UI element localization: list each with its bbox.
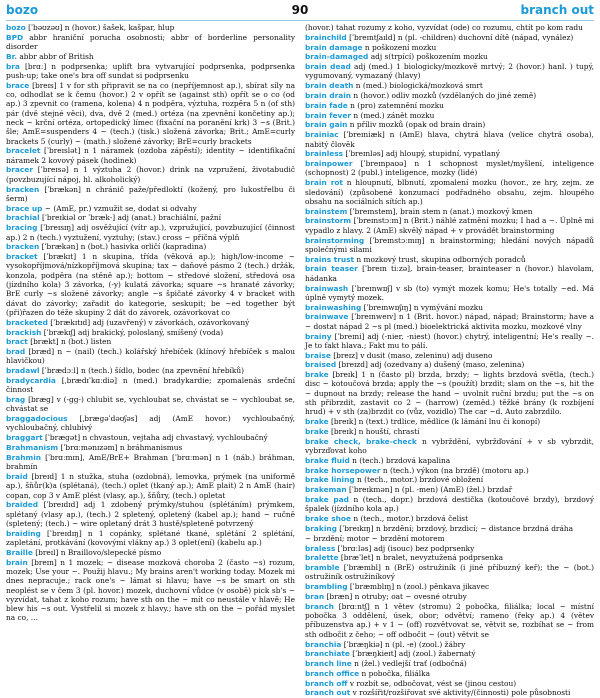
dictionary-entry — [305, 178, 594, 206]
left-running-headword: bozo — [6, 3, 39, 17]
right-running-headword: branch out — [520, 3, 594, 17]
entry-definition: [ˈbrɑːmənɪzəm] n bráhmanismus — [58, 443, 183, 453]
entry-headword: braid — [6, 471, 28, 481]
entry-headword: brake — [305, 417, 329, 427]
entry-headword: brace — [6, 80, 30, 90]
dictionary-entry — [305, 120, 594, 129]
dictionary-entry — [305, 427, 594, 436]
entry-definition: [bræɡ] v (-gg-) chlubit se, vychloubat se, chvástat se ~ vychloubat se, chvástat se — [6, 395, 295, 414]
entry-definition: [ˈbreɪn tiːzə], brain-teaser, brainteaser n (hovor.) hlavolam, hádanka — [305, 264, 594, 283]
entry-definition: [brɑːntʃ] n 1 větev (stromu) 2 pobočka, filiálka; local ~ místní pobočka 3 oddělení, úsek, obor; odvětví; rameno (řeky ap.) 4 (větev příbuzenstva ap.) + v 1 ~ (off) rozvětvovat se, větvit se, rozbíhat se ~ from sth odbočit z čeho; ~ off odbočit ~ (out) větvit se — [305, 601, 594, 639]
dictionary-entry — [6, 395, 295, 414]
entry-definition: [breɪk] n houští, chrastí — [328, 426, 420, 436]
entry-headword: bracelet — [6, 146, 41, 156]
entry-headword: Brahmanism — [6, 443, 59, 453]
dictionary-entry — [305, 495, 594, 514]
entry-definition: n (tech.) výkon (na brzdě) (motoru ap.) — [380, 465, 529, 475]
entry-definition: [ˈbreɪkmən] n (pl. -men) (AmE) (žel.) brzdař — [346, 485, 513, 495]
entry-headword: brainwash — [305, 283, 349, 293]
entry-definition: [ˈbreɪnstɔːm] n (Brit.) náhlé zatmění mozku; I had a ~. Úplně mi vypadlo z hlavy. 2 (AmE) skvělý nápad + v provádět brainstorming — [305, 216, 594, 235]
entry-definition: [ˈbreɪdɪd] adj 1 zdobený prýmky/stuhou (splétáním) prýmkem, splétaný (vlasy ap.), (tech.) 2 spletený, opletený (kabel ap.); hand ~ ručně (spletený; (tech.) ~ wire opletaný drát 3 hustě/spleteně potvrzený — [6, 500, 295, 528]
dictionary-entry — [305, 524, 594, 533]
entry-headword: brain — [6, 557, 28, 567]
dictionary-entry — [6, 318, 295, 327]
entry-definition: [ˈbreɪnweɪv] n 1 (Brit. hovor.) nápad, nápad; Brainstorm; have a ~ dostat nápad 2 ~s pl (med.) bioelektrická aktivita mozku, mozkové vlny — [305, 312, 594, 331]
entry-definition: [breɪl] n Braillovo/slepecké písmo — [32, 547, 162, 557]
dictionary-entry — [305, 437, 594, 456]
entry-headword: brake shoe — [305, 514, 351, 524]
entry-headword: brake horsepower — [305, 465, 381, 475]
entry-definition: [bræn] n otruby; oat ~ ovesné otruby — [324, 592, 467, 602]
dictionary-entry — [305, 485, 594, 494]
dictionary-entry — [6, 500, 295, 528]
entry-headword: brain fever — [305, 110, 351, 120]
entry-headword: brainwave — [305, 312, 349, 322]
dictionary-entry — [305, 592, 594, 601]
entry-headword: brainy — [305, 331, 332, 341]
entry-headword: bran — [305, 592, 325, 602]
dictionary-entry — [305, 544, 594, 553]
dictionary-entry — [305, 602, 594, 639]
entry-definition: n (med.) zánět mozku — [351, 110, 435, 120]
dictionary-entry — [6, 366, 295, 375]
columns — [6, 23, 594, 698]
entry-headword: brain damage — [305, 42, 363, 52]
dictionary-entry — [6, 376, 295, 395]
entry-definition: ~ (AmE, pr.) vzmužit se, dodat si odvahy — [42, 203, 197, 213]
entry-definition: n (med.) biologická/mozková smrt — [353, 81, 483, 91]
entry-headword: braking — [305, 523, 337, 533]
entry-headword: branch — [305, 601, 334, 611]
dictionary-entry — [6, 223, 295, 242]
page-header — [6, 0, 594, 21]
dictionary-entry — [6, 213, 295, 222]
entry-headword: brain rot — [305, 178, 343, 188]
entry-definition: [breɪn] n 1 mozek; ~ disease mozková choroba 2 (často ~s) rozum, mozek; Use your ~. Použij hlavu.; My brains aren't working today. Mozek mi dnes nepracuje.; rack one's ~ lámat si hlavu; have ~s be smart on sth neoplést se v čem 3 (pl. hovor.) mozek, duchovní vůdce (v osobě) pick sb's ~ vyzvídat, tahat z koho rozum; have sth on the ~ mít co neustále v hlavě; He blew his ~s out. Vystřelil si mozek z hlavy.; have sth on the ~ pořád myslet na co, ... — [6, 557, 295, 623]
entry-definition: [ˈbræmbl] n (BrE) ostružiník (i jiné příbuzný keř); the ~ (bot.) ostružiník ostružiníkový — [305, 563, 594, 582]
entry-headword: brainstorming — [305, 235, 365, 245]
dictionary-entry — [305, 101, 594, 110]
dictionary-entry — [305, 332, 594, 351]
dictionary-entry — [6, 204, 295, 213]
entry-definition: [ˈbreɪni] adj (-nier, -niest) (hovor.) chytrý, inteligentní; He's really ~. Je to fakt hlava.; Fakt mu to pálí. — [305, 331, 594, 350]
dictionary-entry — [6, 252, 295, 317]
entry-definition: adj (med.) 1 biologicky/mozkově mrtvý; 2 (hovor.) hanl. ) tupý, vygumovaný, vymazaný (hlavy) — [305, 62, 594, 81]
entry-definition: [ˌbrædɪˈkɑːdiə] n (med.) bradykardie; zpomalenás srdeční činnost — [6, 375, 295, 395]
entry-headword: braggart — [6, 433, 43, 443]
dictionary-entry — [6, 529, 295, 548]
dictionary-entry — [6, 242, 295, 251]
entry-headword: braless — [305, 543, 336, 553]
entry-headword: bramble — [305, 563, 340, 573]
entry-headword: bracer — [6, 165, 33, 175]
dictionary-entry — [305, 582, 594, 591]
entry-headword: branch out — [305, 688, 351, 698]
dictionary-entry — [6, 62, 295, 81]
entry-headword: BPD — [6, 32, 24, 42]
dictionary-entry — [305, 236, 594, 255]
dictionary-entry — [305, 159, 594, 178]
entry-headword: Brahmin — [6, 452, 42, 462]
left-column — [6, 23, 295, 623]
dictionary-entry — [305, 688, 594, 697]
entry-definition: [ˈbræŋkiə] n (pl. -e) (zool.) žábry — [341, 639, 466, 649]
entry-definition: n (tech., motor.) brzdové obložení — [354, 475, 484, 485]
entry-definition: n mozkový trust, skupina odborných poradců — [354, 254, 526, 264]
entry-headword: branch line — [305, 659, 352, 669]
entry-headword: brake pad — [305, 495, 349, 505]
entry-headword: brag — [6, 395, 26, 405]
entry-definition: [breɪzd] adj (ozedvany a) dušený (maso, zelenina) — [336, 360, 525, 370]
entry-definition: n poškození mozku — [362, 42, 437, 52]
dictionary-entry — [305, 62, 594, 81]
dictionary-entry — [305, 553, 594, 562]
dictionary-entry — [6, 328, 295, 337]
dictionary-entry — [305, 91, 594, 100]
entry-definition: ~ brzdění; motor ~ brzdění motorem — [305, 533, 445, 543]
dictionary-entry — [305, 360, 594, 369]
entry-headword: brake fluid — [305, 455, 350, 465]
entry-headword: braiding — [6, 528, 41, 538]
entry-headword: brake — [305, 426, 329, 436]
entry-headword: branch off — [305, 678, 348, 688]
entry-headword: branch office — [305, 668, 360, 678]
dictionary-entry — [305, 370, 594, 416]
entry-headword: brain gain — [305, 120, 348, 130]
entry-headword: brain dead — [305, 62, 351, 72]
dictionary-entry — [305, 207, 594, 216]
entry-headword: brackish — [6, 327, 42, 337]
entry-definition: n pobočka, filiálka — [359, 668, 430, 678]
dictionary-entry — [305, 679, 594, 688]
entry-definition: abbr hraniční porucha osobnosti; abbr of borderline personality disorder — [6, 32, 295, 52]
entry-headword: brad — [6, 347, 26, 357]
entry-headword: brakeman — [305, 485, 347, 495]
dictionary-entry — [305, 43, 594, 52]
dictionary-entry — [6, 337, 295, 346]
dictionary-entry — [6, 433, 295, 442]
entry-headword: brace up — [6, 203, 43, 213]
entry-definition: n (tech.) brzdová kapalina — [349, 455, 451, 465]
entry-headword: bracketed — [6, 317, 48, 327]
entry-headword: bracken — [6, 184, 40, 194]
entry-headword: brainchild — [305, 32, 347, 42]
dictionary-entry — [305, 149, 594, 158]
entry-headword: bra — [6, 61, 20, 71]
entry-headword: brake — [305, 370, 329, 380]
entry-definition: [ˈbreɪsə] n 1 výztuha 2 (hovor.) drink na vzpružení, životabudič (povzbuzující nápoj, hl. alkoholický) — [6, 165, 295, 184]
entry-definition: [ˈbrækɪtɪd] adj (uzavřený) v závorkách, ozávorkovaný — [47, 317, 250, 327]
entry-headword: bracket — [6, 252, 38, 262]
entry-definition: [breɪd] 1 n stužka, stuha (ozdobná), lemovka, prýmek (na uniformě ap.), šňůr(k)a (splétaná), (tech.) oplet (tkaný ap.); AmE plait) 2 n AmE (hair) copan, cop 3 v AmE plést (vlasy, ap.), šňůry, (tech.) opletat — [6, 471, 295, 500]
entry-definition: [ˈbreɪnwɒʃɪŋ] n vymývání mozku — [361, 302, 484, 312]
dictionary-entry — [305, 23, 594, 32]
entry-headword: braggadocious — [6, 414, 68, 424]
dictionary-entry — [305, 514, 594, 523]
dictionary-entry — [305, 216, 594, 235]
dictionary-entry — [305, 466, 594, 475]
dictionary-entry — [6, 52, 295, 61]
entry-headword: bozo — [6, 23, 26, 32]
entry-definition: n (tech., motor.) brzdová čelist — [350, 514, 469, 524]
entry-definition: [breɪk] 1 n (často pl) brzda, brzdy; ~ lights brzdová světla, (tech.) disc ~ kotoučová brzda; apply the ~s (použít) brzdit; slam on the ~s, hit the ~ dupnout na brzdy; release the hand ~ uvolnit ruční brzdu; put the ~s on sth přibrzdit, zastavit co 2 ~ (harrow) (zeměd.) těžké brány (k rozbíjení hrud) + v sth (za)brzdit co (vůz, vozidlo) The car ~d. Auto zabrzdilo. — [305, 370, 594, 417]
entry-definition: [ˈbrɑːləs] adj (isouc) bez podprsenky — [335, 543, 475, 553]
entry-definition: [ˈbreɪslət] n 1 náramek (ozdoba zápěstí); identity ~ identifikační náramek 2 kovový pásek (hodinek) — [6, 146, 295, 165]
dictionary-entry — [305, 111, 594, 120]
dictionary-entry — [305, 563, 594, 582]
entry-definition: [bræˈlet] n bralet, nevyztužená podprsenka — [338, 553, 504, 563]
dictionary-entry — [305, 475, 594, 484]
entry-definition: [ˈbrækɪʃ] adj brakický, poloslaný, smíšený (voda) — [41, 327, 224, 337]
entry-headword: brain drain — [305, 91, 352, 101]
entry-definition: [ˈbreɪdɪŋ] n 1 copánky, splétané tkané, splétání 2 splétání, zapletání, protkávání (kovovými vlákny ap.) 3 oplet(ení) (kabelu ap.) — [6, 528, 295, 548]
entry-definition: [ˈbræŋkieɪt] adj (zool.) žabernatý — [349, 649, 476, 659]
dictionary-entry — [305, 33, 594, 42]
dictionary-entry — [305, 669, 594, 678]
entry-definition: [ˈbəʊzəʊ] n (hovor.) šašek, kašpar, hlup — [25, 23, 175, 32]
entry-headword: brake lining — [305, 475, 355, 485]
entry-headword: brambling — [305, 582, 348, 592]
entry-headword: Braille — [6, 547, 33, 557]
dictionary-entry — [305, 456, 594, 465]
entry-headword: brainstorm — [305, 216, 352, 226]
entry-headword: Br. — [6, 51, 18, 61]
entry-definition: n (pro) zatemnění mozku — [347, 100, 444, 110]
entry-definition: n (hovor.) odliv mozků (vzdělaných do jiné země) — [351, 91, 537, 101]
entry-definition: [ˈbrækən] n (bot.) hasivka orličí (kapradina) — [39, 242, 207, 252]
dictionary-entry — [305, 659, 594, 668]
dictionary-entry — [305, 81, 594, 90]
entry-definition: [breɪk] n (text.) trdlice, mědlice (k lámání lnu či konopí) — [328, 417, 541, 427]
dictionary-entry — [6, 23, 295, 32]
entry-headword: brain teaser — [305, 264, 358, 274]
entry-definition: [breɪz] v dusit (maso, zeleninu) adj duseno — [330, 350, 493, 360]
entry-definition: [ˈbreɪnləs] adj hloupý, stupidní, vypatlaný — [343, 149, 500, 159]
entry-definition: adj s(trpící) poškozením mozku — [368, 52, 488, 62]
dictionary-entry — [305, 264, 594, 283]
entry-definition: [ˌbræɡəˈdəʊʃəs] adj (AmE hovor.) vychloubačný, vychloubačný, chlubivý — [6, 414, 295, 433]
dictionary-entry — [6, 185, 295, 204]
entry-headword: brainstem — [305, 206, 348, 216]
right-column — [305, 23, 594, 698]
entry-definition: [ˈbreɪsɪŋ] adj osvěžující (vítr ap.), vzpružující, povzbuzující (činnost ap.) 2 n (tech.) vyztužení, vyztuhy; (stav.) cross ~ příčná výplň — [6, 223, 295, 242]
dictionary-entry — [6, 558, 295, 623]
entry-definition: [ˈbreɪniæk] n (AmE) hlava, chytrá hlava (velice chytrá osoba), nabitý člověk — [305, 130, 594, 149]
entry-headword: branchia — [305, 639, 342, 649]
dictionary-entry — [305, 649, 594, 658]
entry-definition: [ˈbrækən] n chránič paže/předloktí (kožený, pro lukostřelbu či šerm) — [6, 184, 295, 203]
dictionary-entry — [305, 52, 594, 61]
entry-definition: [ˈbreɪnwɒʃ] v sb (to) vymýt mozek komu; He's totally ~ed. Má úplně vymytý mozek. — [305, 283, 594, 302]
dictionary-entry — [305, 312, 594, 331]
entry-definition: [brækt] n (bot.) listen — [27, 337, 112, 347]
entry-definition: [ˈbreɪnstem], brain stem n (anat.) mozkový kmen — [347, 206, 533, 216]
entry-definition: [ˈbreɪntʃaɪld] n (pl. -children) duchovní dítě (nápad, vynález) — [346, 32, 574, 42]
entry-headword: bradycardia — [6, 375, 56, 385]
dictionary-entry — [305, 534, 594, 543]
entry-headword: brake check, brake-check — [305, 436, 417, 446]
entry-definition: [ˈbreɪnstɔːmɪŋ] n brainstorming; hledání nových nápadů společnými silami — [305, 235, 594, 254]
dictionary-entry — [6, 165, 295, 184]
entry-definition: [breɪs] 1 v for sth připravit se na co (nepříjemnost ap.), sbírat síly na co, odhodlat se k čemu (hovor.) 2 v opřít se (against sth) opřít se o co (od ap.) 3 zpevnit co (ramena, kolena) 4 n podpěra, výztuha, rozpěra 5 n (of sth) pár (dvě stejné věci), dva, dvě 2 (med.) ortéza (na zpevnění končetiny ap.); neck ~ krční ortéza, ortopedický límec (fixační na poranění krk) 3 ~s (Brit.) šle; AmE=suspenders 4 ~ (tech.) (tisk.) složená závorka; Brit.; AmE=curly brackets 5 (curly) ~ (math.) složené závorky; BrE=curly brackets — [6, 80, 295, 146]
entry-definition: [ˈbreɪkɪŋ] n brzdění; brzdový, brzdicí; ~ distance brzdná dráha — [336, 523, 574, 533]
dictionary-entry — [6, 33, 295, 52]
dictionary-entry — [6, 472, 295, 500]
dictionary-entry — [6, 443, 295, 452]
dictionary-entry — [305, 303, 594, 312]
entry-headword: bralette — [305, 553, 339, 563]
dictionary-entry — [6, 453, 295, 472]
entry-headword: brainwashing — [305, 302, 362, 312]
entry-headword: bracken — [6, 242, 40, 252]
entry-definition: (hovor.) tahat rozumy z koho, vyzvídat (ode) co rozumu, chtít po kom radu — [305, 23, 583, 32]
entry-definition: n (tech., dopr.) brzdová destička (kotoučové brzdy), brzdový špalek (jízdního kola ap.) — [305, 495, 594, 514]
dictionary-entry — [305, 351, 594, 360]
entry-definition: [brɑː] n podprsenka; uplift bra vytvarující podprsenka, podprsenka push-up; take one's bra off sundat si podprsenku — [6, 61, 295, 80]
entry-headword: brain-damaged — [305, 52, 369, 62]
entry-definition: [ˈbræɡət] n chvastoun, vejtaha adj chvastavý, vychloubačný — [42, 433, 268, 443]
entry-headword: brain death — [305, 81, 354, 91]
entry-headword: brain fade — [305, 100, 348, 110]
page-number: 90 — [291, 3, 309, 17]
dictionary-entry — [6, 347, 295, 366]
entry-headword: bracing — [6, 223, 38, 233]
entry-definition: [ˈbreɪnpaʊə] n 1 schopnost myslet/myšlení, inteligence (schopnost) 2 (publ.) inteligence, mozky (lidé) — [305, 159, 594, 178]
entry-headword: braise — [305, 350, 331, 360]
dictionary-entry — [305, 640, 594, 649]
entry-definition: v rozšířit/rozšiřovat své aktivity/(činnosti) pole působnosti — [350, 688, 571, 698]
entry-definition: v rozbít se, odbočovat, vést se (jinou cestou) — [347, 678, 517, 688]
dictionary-entry — [305, 130, 594, 149]
entry-definition: n příliv mozků (opak od brain drain) — [347, 120, 486, 130]
entry-definition: [ˈbreɪkiəl or ˈbræk-] adj (anat.) brachiální, pažní — [39, 213, 221, 223]
entry-definition: [ˈbrædɔːl] n (tech.) šídlo, bodec (na zpevnění hřebíků) — [39, 366, 245, 376]
entry-definition: [ˈbræmblɪŋ] n (zool.) pěnkava jikavec — [347, 582, 490, 592]
entry-definition: n hloupnutí, blbnutí, zpomalení mozku (hovor., ze hry, zejm. ze sledování) (způsobené konzumací podřadného obsahu, zejm. hloupého obsahu na sociálních sítích ap.) — [305, 178, 594, 206]
dictionary-entry — [6, 81, 295, 146]
dictionary-entry — [6, 146, 295, 165]
dictionary-entry — [6, 548, 295, 557]
entry-headword: braided — [6, 500, 39, 510]
entry-headword: branchiate — [305, 649, 350, 659]
entry-headword: brainless — [305, 149, 344, 159]
entry-headword: brainiac — [305, 130, 339, 140]
entry-headword: braised — [305, 360, 337, 370]
entry-definition: [ˈbrɑːmɪn], AmE/BrE+ Brahman [ˈbrɑːmən] n 1 (náb.) bráhman, brahmín — [6, 452, 295, 472]
entry-definition: n (žel.) vedlejší trať (odbočná) — [351, 659, 467, 669]
entry-headword: bract — [6, 337, 28, 347]
dictionary-entry — [305, 417, 594, 426]
entry-headword: brachial — [6, 213, 40, 223]
entry-definition: [bræd] n ~ (nail) (tech.) kolářský hřebíček (klínový hřebíček s malou hlavičkou) — [6, 347, 295, 366]
dictionary-entry — [305, 255, 594, 264]
entry-definition: abbr abbr of British — [17, 51, 94, 61]
dictionary-entry — [305, 284, 594, 303]
entry-definition: [ˈbrækɪt] 1 n skupina, třída (věková ap.); high/low-income ~ vysokopříjmová/nízkopříjmová skupina; tax ~ daňové pásmo 2 (tech.) držák, konzola, podpěra (na stěně ap.); bottom ~ středové složení, středová osa (jízdního kola) 3 závorka, (-y) kulatá závorka; square ~s hranaté závorky; BrE curly ~s složené závorky; angle ~s špičaté závorky 4 v bracket with dávat do závorky; zařadit do kategorie, seskupit; be ~ed together být (při)řazen do téže skupiny 2 dát do závorek, ozávorkovat co — [6, 252, 295, 317]
entry-definition: n vybrždění, vybržďování + v sb vybrzdit, vybrzďovat koho — [305, 436, 594, 456]
entry-headword: brainpower — [305, 159, 353, 169]
entry-headword: bradawl — [6, 366, 40, 376]
dictionary-entry — [6, 414, 295, 433]
entry-headword: brains trust — [305, 254, 355, 264]
